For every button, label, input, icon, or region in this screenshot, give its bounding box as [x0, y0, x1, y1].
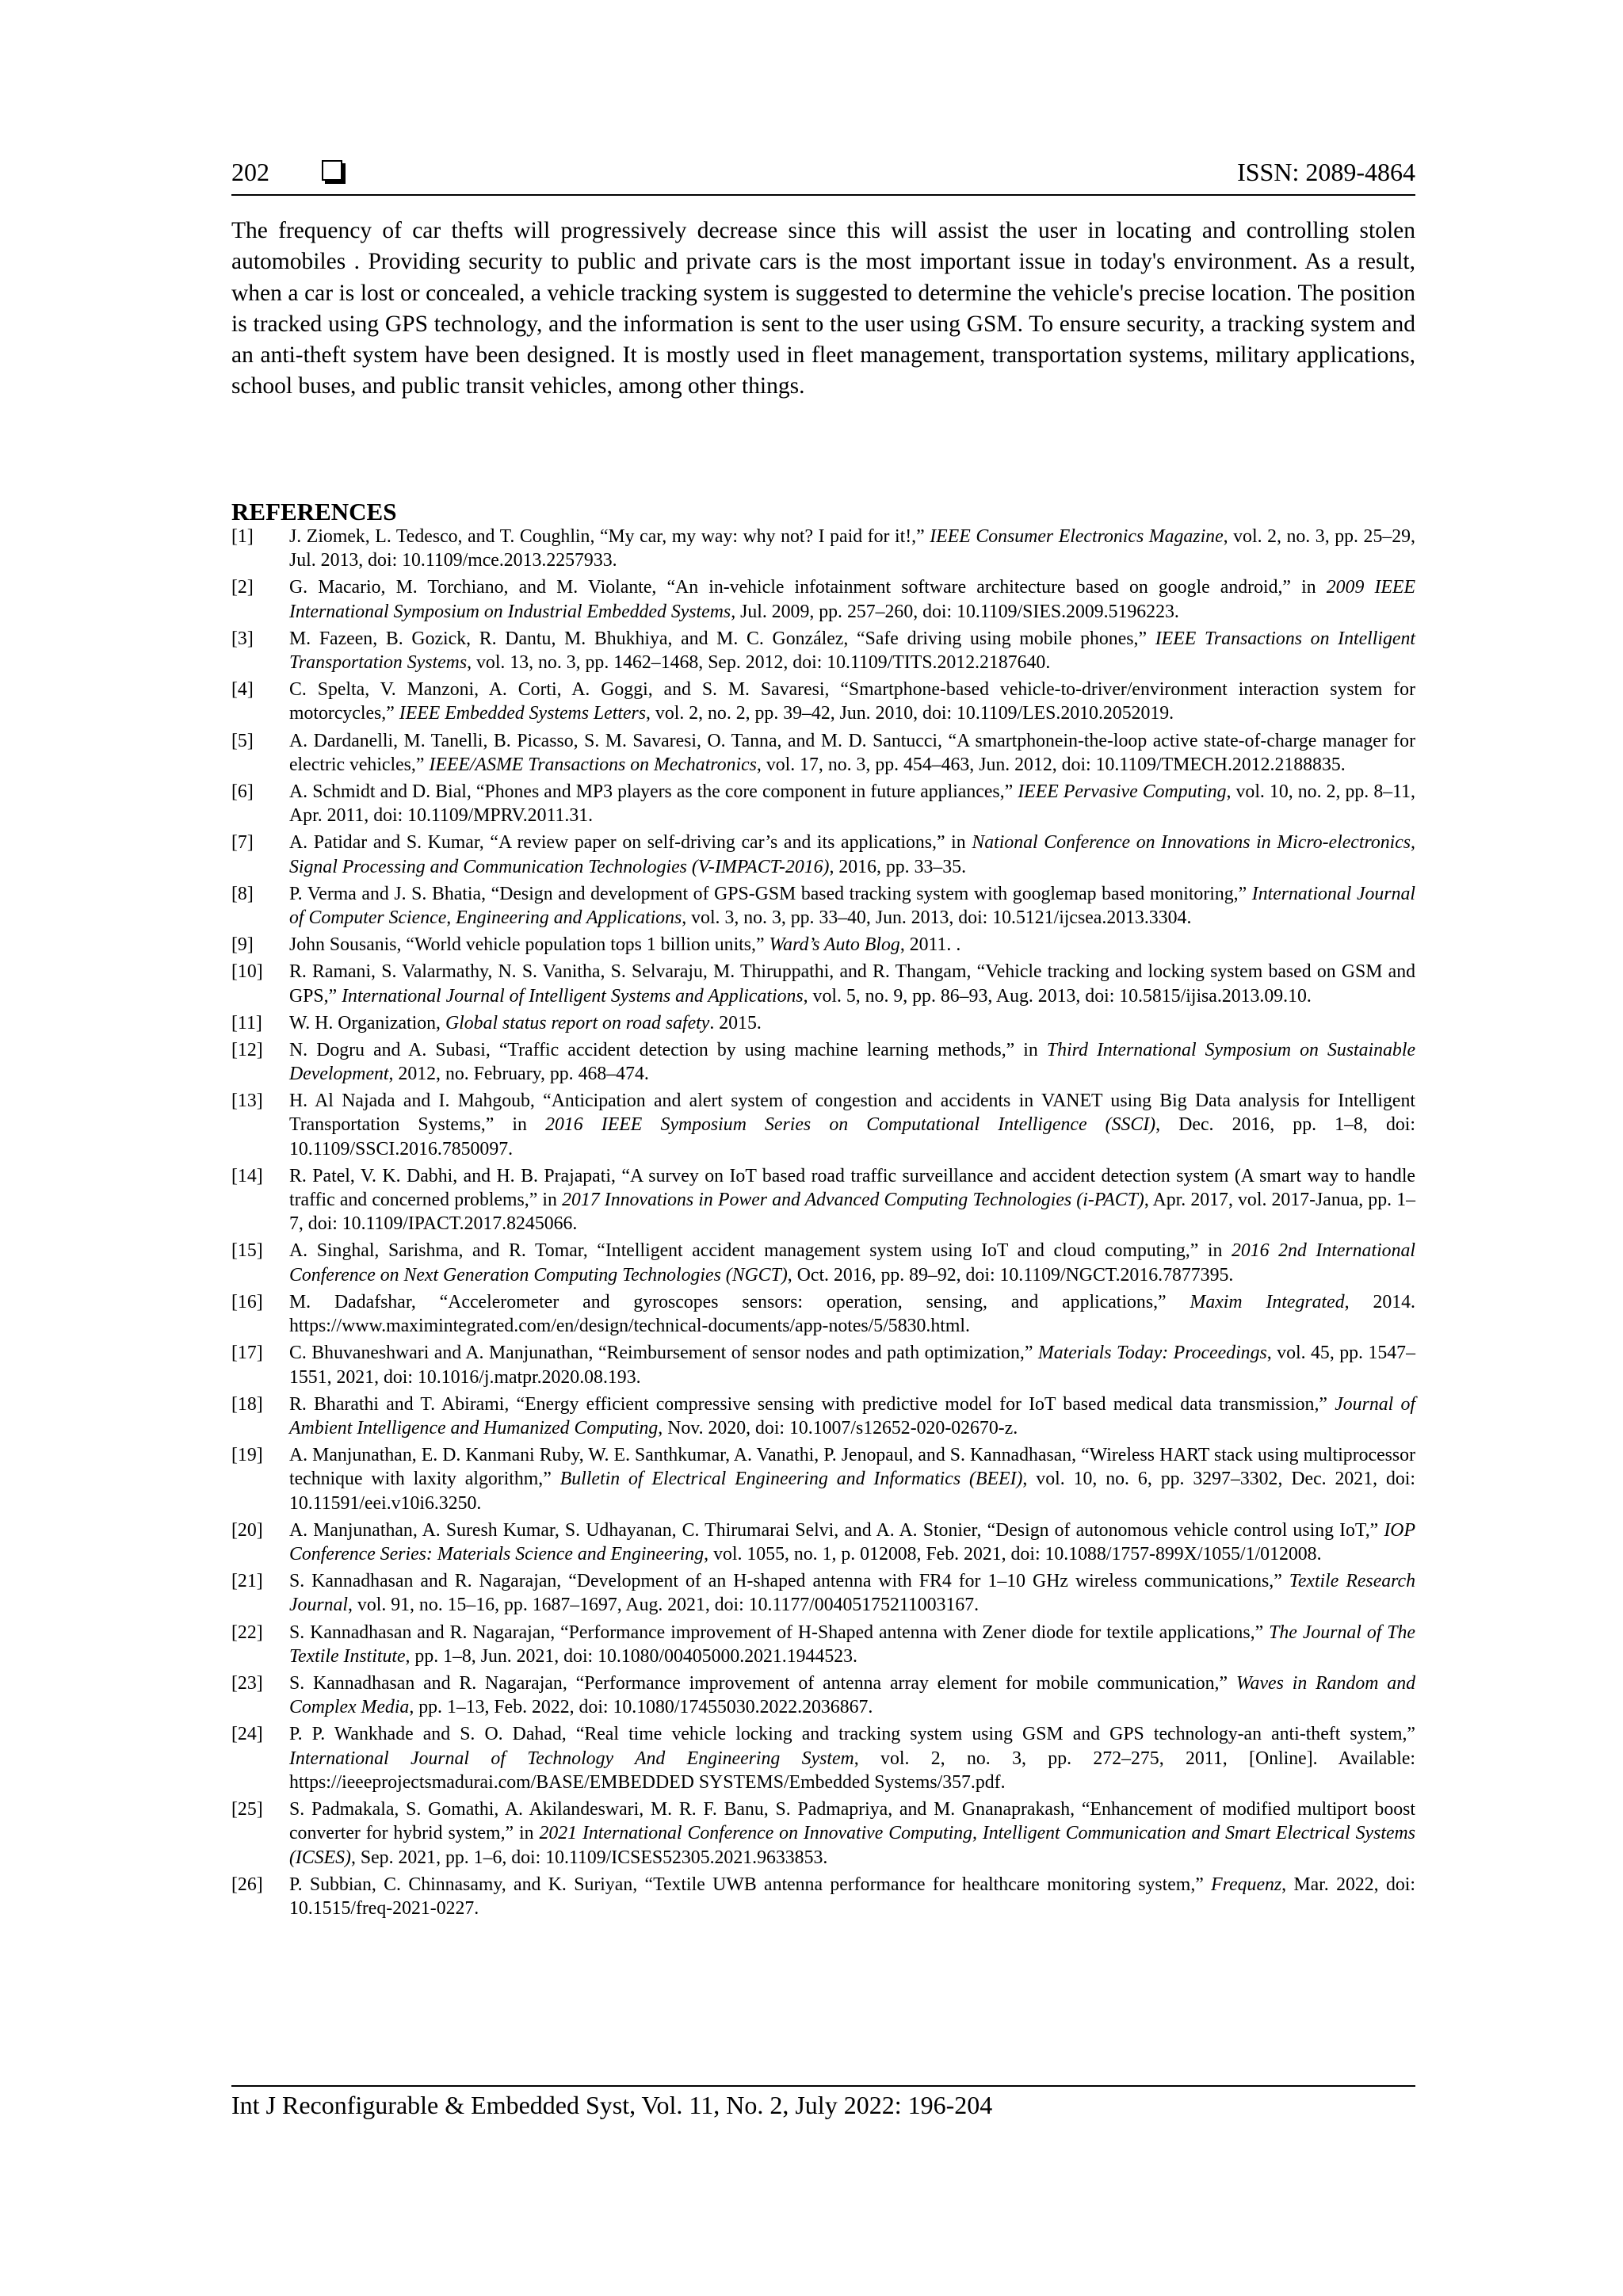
reference-text-segment: , vol. 5, no. 9, pp. 86–93, Aug. 2013, doi: 10.5815/ijisa.2013.09.10. — [803, 985, 1312, 1007]
reference-text — [289, 1799, 1415, 1868]
reference-text-segment: , vol. 10, no. 6, pp. 3297–3302, Dec. 2021, doi: 10.11591/eei.v10i6.3250. — [289, 1469, 1416, 1514]
reference-text — [289, 1622, 1415, 1667]
reference-source-title: IEEE Transactions on Intelligent Transportation Systems — [289, 628, 1415, 674]
reference-item — [231, 1797, 1415, 1870]
reference-item — [231, 1569, 1415, 1618]
reference-text — [289, 731, 1415, 775]
reference-number: [14] — [231, 1165, 263, 1186]
reference-text — [289, 628, 1415, 673]
reference-text-segment: , Dec. 2016, pp. 1–8, doi: 10.1109/SSCI.2016.7850097. — [289, 1114, 1415, 1159]
reference-text — [289, 526, 1415, 571]
reference-item — [231, 575, 1415, 624]
reference-text-segment: H. Al Najada and I. Mahgoub, “Anticipation and alert system of congestion and accidents in VANET using Big Data analysis for Intelligent Transportation Systems,” in — [289, 1091, 1415, 1136]
reference-text-segment: , vol. 17, no. 3, pp. 454–463, Jun. 2012, doi: 10.1109/TMECH.2012.2188835. — [756, 754, 1346, 775]
reference-text — [289, 1292, 1415, 1336]
reference-text-segment: , pp. 1–13, Feb. 2022, doi: 10.1080/17455030.2022.2036867. — [409, 1697, 873, 1718]
reference-source-title: International Journal of Technology And Engineering System — [289, 1748, 854, 1769]
reference-item — [231, 831, 1415, 879]
reference-source-title: Waves in Random and Complex Media — [289, 1672, 1415, 1718]
reference-number: [20] — [231, 1519, 263, 1541]
reference-text-segment: , vol. 10, no. 2, pp. 8–11, Apr. 2011, doi: 10.1109/MPRV.2011.31. — [289, 781, 1415, 827]
reference-text-segment: P. Subbian, C. Chinnasamy, and K. Suriyan, “Textile UWB antenna performance for healthcare monitoring system,” — [289, 1874, 1212, 1895]
reference-item — [231, 960, 1415, 1008]
reference-text-segment: S. Kannadhasan and R. Nagarajan, “Performance improvement of H-Shaped antenna with Zener diode for textile applications,” — [289, 1622, 1270, 1643]
reference-item — [231, 1164, 1415, 1236]
reference-number: [15] — [231, 1240, 263, 1262]
reference-item — [231, 1239, 1415, 1287]
reference-text-segment: C. Bhuvaneshwari and A. Manjunathan, “Reimbursement of sensor nodes and path optimization,” — [289, 1343, 1038, 1364]
reference-text-segment: , 2014. https://www.maximintegrated.com/en/design/technical-documents/app-notes/5/5830.html. — [289, 1291, 1415, 1337]
reference-text — [289, 884, 1415, 928]
footer-rule — [231, 2085, 1415, 2087]
reference-number: [16] — [231, 1291, 263, 1312]
reference-source-title: Global status report on road safety — [445, 1012, 710, 1033]
reference-number: [3] — [231, 628, 254, 649]
reference-number: [23] — [231, 1672, 263, 1694]
reference-text — [289, 1166, 1415, 1235]
reference-text — [289, 1673, 1415, 1717]
reference-item — [231, 882, 1415, 930]
body-paragraph: The frequency of car thefts will progressively decrease since this will assist the user in locating and controlling stolen automobiles . Providing security to public and private cars is the most important issue in today's environment. As a result, when a car is lost or concealed, a vehicle tracking system is suggested to determine the vehicle's precise location. The position is tracked using GPS technology, and the information is sent to the user using GSM. To ensure security, a tracking system and an anti-theft system have been designed. It is mostly used in fleet management, transportation systems, military applications, school buses, and public transit vehicles, among other things. — [231, 218, 1415, 399]
reference-source-title: Ward’s Auto Blog — [769, 934, 900, 956]
reference-text — [289, 1343, 1415, 1387]
reference-text-segment: N. Dogru and A. Subasi, “Traffic accident detection by using machine learning methods,” in — [289, 1039, 1047, 1060]
reference-item — [231, 1621, 1415, 1669]
reference-text-segment: , Oct. 2016, pp. 89–92, doi: 10.1109/NGCT.2016.7877395. — [787, 1264, 1234, 1286]
reference-text-segment: , vol. 1055, no. 1, p. 012008, Feb. 2021, doi: 10.1088/1757-899X/1055/1/012008. — [704, 1544, 1322, 1565]
reference-number: [25] — [231, 1798, 263, 1820]
reference-text-segment: W. H. Organization, — [289, 1012, 445, 1033]
reference-text — [289, 1724, 1415, 1793]
reference-text-segment: , vol. 91, no. 15–16, pp. 1687–1697, Aug. 2021, doi: 10.1177/00405175211003167. — [348, 1595, 980, 1616]
reference-item — [231, 1011, 1415, 1035]
reference-item — [231, 780, 1415, 828]
reference-text-segment: , vol. 2, no. 3, pp. 272–275, 2011, [Online]. Available: https://ieeeprojectsmadurai.com/BASE/EMBEDDED SYSTEMS/Embedded Systems/357.pdf. — [289, 1748, 1415, 1793]
reference-source-title: 2016 2nd International Conference on Next Generation Computing Technologies (NGCT) — [289, 1240, 1415, 1286]
reference-text-segment: John Sousanis, “World vehicle population tops 1 billion units,” — [289, 934, 769, 956]
reference-item — [231, 1873, 1415, 1921]
reference-text-segment: , Sep. 2021, pp. 1–6, doi: 10.1109/ICSES52305.2021.9633853. — [350, 1847, 828, 1868]
reference-text — [289, 1520, 1415, 1564]
reference-text-segment: . 2015. — [709, 1012, 762, 1033]
header-rule — [231, 194, 1415, 196]
reference-text — [289, 577, 1415, 621]
reference-source-title: 2021 International Conference on Innovative Computing, Intelligent Communication and Smart Electrical Systems (ICSES) — [289, 1823, 1415, 1868]
reference-text — [289, 1445, 1415, 1514]
reference-item — [231, 729, 1415, 777]
reference-text — [289, 961, 1415, 1006]
reference-source-title: Third International Symposium on Sustainable Development — [289, 1039, 1416, 1084]
reference-number: [17] — [231, 1343, 263, 1364]
reference-text-segment: , vol. 2, no. 2, pp. 39–42, Jun. 2010, doi: 10.1109/LES.2010.2052019. — [646, 703, 1174, 724]
reference-number: [22] — [231, 1622, 263, 1643]
reference-text-segment: , vol. 45, pp. 1547–1551, 2021, doi: 10.1016/j.matpr.2020.08.193. — [289, 1343, 1415, 1388]
reference-number: [7] — [231, 832, 254, 854]
reference-item — [231, 1089, 1415, 1161]
reference-item — [231, 1519, 1415, 1567]
reference-text-segment: , Mar. 2022, doi: 10.1515/freq-2021-0227. — [289, 1874, 1415, 1919]
square-box-icon — [322, 160, 342, 181]
reference-source-title: IEEE/ASME Transactions on Mechatronics — [429, 754, 757, 775]
reference-text — [289, 1040, 1415, 1084]
reference-item — [231, 1722, 1415, 1794]
reference-text-segment: A. Schmidt and D. Bial, “Phones and MP3 players as the core component in future appliances,” — [289, 781, 1018, 802]
reference-number: [8] — [231, 883, 254, 904]
reference-text-segment: , Jul. 2009, pp. 257–260, doi: 10.1109/SIES.2009.5196223. — [731, 601, 1179, 622]
reference-text-segment: , Nov. 2020, doi: 10.1007/s12652-020-02670-z. — [658, 1417, 1018, 1438]
references-heading: REFERENCES — [231, 498, 397, 525]
reference-text-segment: , 2016, pp. 33–35. — [829, 856, 967, 877]
reference-text — [289, 1091, 1415, 1159]
reference-text-segment: R. Patel, V. K. Dabhi, and H. B. Prajapati, “A survey on IoT based road traffic surveillance and accident detection system (A smart way to handle traffic and concerned problems,” in — [289, 1165, 1415, 1211]
reference-text-segment: M. Fazeen, B. Gozick, R. Dantu, M. Bhukhiya, and M. C. González, “Safe driving using mobile phones,” — [289, 628, 1155, 649]
reference-number: [10] — [231, 961, 263, 983]
reference-number: [12] — [231, 1039, 263, 1060]
reference-text — [289, 1874, 1415, 1919]
reference-source-title: Bulletin of Electrical Engineering and Informatics (BEEI) — [559, 1469, 1023, 1490]
reference-text-segment: J. Ziomek, L. Tedesco, and T. Coughlin, “My car, my way: why not? I paid for it!,” — [289, 526, 930, 547]
reference-number: [21] — [231, 1571, 263, 1592]
reference-text — [289, 832, 1415, 877]
reference-number: [5] — [231, 730, 254, 751]
reference-text-segment: A. Dardanelli, M. Tanelli, B. Picasso, S. M. Savaresi, O. Tanna, and M. D. Santucci, “A smartphonein-the-loop active state-of-charge manager for electric vehicles,” — [289, 730, 1415, 775]
reference-text — [289, 934, 960, 955]
reference-source-title: International Journal of Computer Science, Engineering and Applications — [289, 883, 1415, 929]
reference-item — [231, 1443, 1415, 1515]
reference-number: [11] — [231, 1012, 262, 1033]
reference-item — [231, 1038, 1415, 1087]
reference-text-segment: , Apr. 2017, vol. 2017-Janua, pp. 1–7, doi: 10.1109/IPACT.2017.8245066. — [289, 1190, 1415, 1235]
reference-item — [231, 1671, 1415, 1720]
reference-number: [18] — [231, 1393, 263, 1415]
reference-number: [24] — [231, 1724, 263, 1745]
footer-journal-line: Int J Reconfigurable & Embedded Syst, Vol. 11, No. 2, July 2022: 196-204 — [231, 2091, 993, 2119]
reference-source-title: 2009 IEEE International Symposium on Industrial Embedded Systems — [289, 577, 1415, 622]
reference-item — [231, 1341, 1415, 1389]
reference-text-segment: , vol. 3, no. 3, pp. 33–40, Jun. 2013, doi: 10.5121/ijcsea.2013.3304. — [682, 907, 1192, 929]
reference-item — [231, 1290, 1415, 1339]
reference-text-segment: , pp. 1–8, Jun. 2021, doi: 10.1080/00405000.2021.1944523. — [405, 1645, 857, 1667]
reference-source-title: Journal of Ambient Intelligence and Humanized Computing — [289, 1393, 1415, 1438]
reference-number: [9] — [231, 934, 254, 956]
reference-text-segment: A. Patidar and S. Kumar, “A review paper on self-driving car’s and its applications,” in — [289, 832, 972, 854]
reference-text-segment: R. Bharathi and T. Abirami, “Energy efficient compressive sensing with predictive model for IoT based medical data transmission,” — [289, 1393, 1335, 1415]
reference-source-title: 2016 IEEE Symposium Series on Computational Intelligence (SSCI) — [545, 1114, 1156, 1136]
reference-item — [231, 678, 1415, 726]
reference-source-title: National Conference on Innovations in Micro-electronics, Signal Processing and Communication Technologies (V-IMPACT-2016) — [289, 832, 1416, 877]
reference-number: [4] — [231, 679, 254, 701]
reference-source-title: 2017 Innovations in Power and Advanced Computing Technologies (i-PACT) — [562, 1190, 1144, 1211]
reference-source-title: Materials Today: Proceedings — [1037, 1343, 1267, 1364]
reference-text-segment: , vol. 13, no. 3, pp. 1462–1468, Sep. 2012, doi: 10.1109/TITS.2012.2187640. — [467, 652, 1051, 674]
reference-source-title: Frequenz — [1211, 1874, 1282, 1895]
reference-number: [13] — [231, 1091, 263, 1112]
issn-label: ISSN: 2089-4864 — [1237, 158, 1415, 186]
reference-text-segment: M. Dadafshar, “Accelerometer and gyroscopes sensors: operation, sensing, and applications,” — [289, 1291, 1190, 1312]
reference-text — [289, 781, 1415, 826]
reference-text — [289, 1240, 1415, 1285]
reference-number: [19] — [231, 1445, 263, 1466]
reference-text — [289, 1571, 1415, 1615]
reference-text-segment: P. P. Wankhade and S. O. Dahad, “Real time vehicle locking and tracking system using GSM and GPS technology-an anti-theft system,” — [289, 1724, 1415, 1745]
reference-number: [1] — [231, 526, 254, 547]
reference-source-title: IEEE Embedded Systems Letters — [399, 703, 647, 724]
reference-source-title: The Journal of The Textile Institute — [289, 1622, 1415, 1667]
reference-list — [231, 525, 1415, 1924]
reference-text-segment: A. Manjunathan, A. Suresh Kumar, S. Udhayanan, C. Thirumarai Selvi, and A. A. Stonier, “Design of autonomous vehicle control using IoT,” — [289, 1519, 1384, 1541]
page-header — [231, 154, 1415, 190]
reference-source-title: International Journal of Intelligent Systems and Applications — [342, 985, 804, 1007]
reference-text — [289, 679, 1415, 724]
reference-number: [2] — [231, 577, 254, 598]
reference-text — [289, 1013, 762, 1033]
reference-text-segment: C. Spelta, V. Manzoni, A. Corti, A. Goggi, and S. M. Savaresi, “Smartphone-based vehicle-to-driver/environment interaction system for motorcycles,” — [289, 679, 1415, 724]
reference-text-segment: S. Padmakala, S. Gomathi, A. Akilandeswari, M. R. F. Banu, S. Padmapriya, and M. Gnanaprakash, “Enhancement of modified multiport boost converter for hybrid system,” in — [289, 1798, 1415, 1844]
reference-text-segment: , 2012, no. February, pp. 468–474. — [388, 1064, 649, 1084]
reference-source-title: IEEE Consumer Electronics Magazine — [930, 526, 1224, 547]
reference-text-segment: A. Manjunathan, E. D. Kanmani Ruby, W. E. Santhkumar, A. Vanathi, P. Jenopaul, and S. Kannadhasan, “Wireless HART stack using multiprocessor technique with laxity algorithm,” — [289, 1445, 1415, 1490]
reference-text-segment: R. Ramani, S. Valarmathy, N. S. Vanitha, S. Selvaraju, M. Thiruppathi, and R. Thangam, “Vehicle tracking and locking system based on GSM and GPS,” — [289, 961, 1415, 1007]
reference-text-segment: , 2011. . — [899, 934, 961, 956]
reference-text-segment: P. Verma and J. S. Bhatia, “Design and development of GPS-GSM based tracking system with googlemap based monitoring,” — [289, 883, 1252, 904]
reference-item — [231, 525, 1415, 573]
reference-text-segment: A. Singhal, Sarishma, and R. Tomar, “Intelligent accident management system using IoT and cloud computing,” in — [289, 1240, 1232, 1262]
reference-item — [231, 627, 1415, 675]
reference-source-title: Textile Research Journal — [289, 1571, 1415, 1616]
reference-text — [289, 1394, 1415, 1438]
reference-text-segment: S. Kannadhasan and R. Nagarajan, “Development of an H-shaped antenna with FR4 for 1–10 GHz wireless communications,” — [289, 1571, 1289, 1592]
reference-source-title: IOP Conference Series: Materials Science and Engineering — [289, 1519, 1415, 1565]
page-number: 202 — [231, 158, 269, 186]
reference-source-title: IEEE Pervasive Computing — [1018, 781, 1227, 802]
reference-text-segment: , vol. 2, no. 3, pp. 25–29, Jul. 2013, doi: 10.1109/mce.2013.2257933. — [289, 526, 1415, 571]
reference-text-segment: G. Macario, M. Torchiano, and M. Violante, “An in-vehicle infotainment software architecture based on google android,” in — [289, 577, 1327, 598]
reference-item — [231, 1392, 1415, 1441]
reference-item — [231, 933, 1415, 957]
reference-text-segment: S. Kannadhasan and R. Nagarajan, “Performance improvement of antenna array element for mobile communication,” — [289, 1672, 1236, 1694]
reference-number: [6] — [231, 781, 254, 802]
reference-number: [26] — [231, 1874, 263, 1895]
reference-source-title: Maxim Integrated — [1190, 1291, 1345, 1312]
